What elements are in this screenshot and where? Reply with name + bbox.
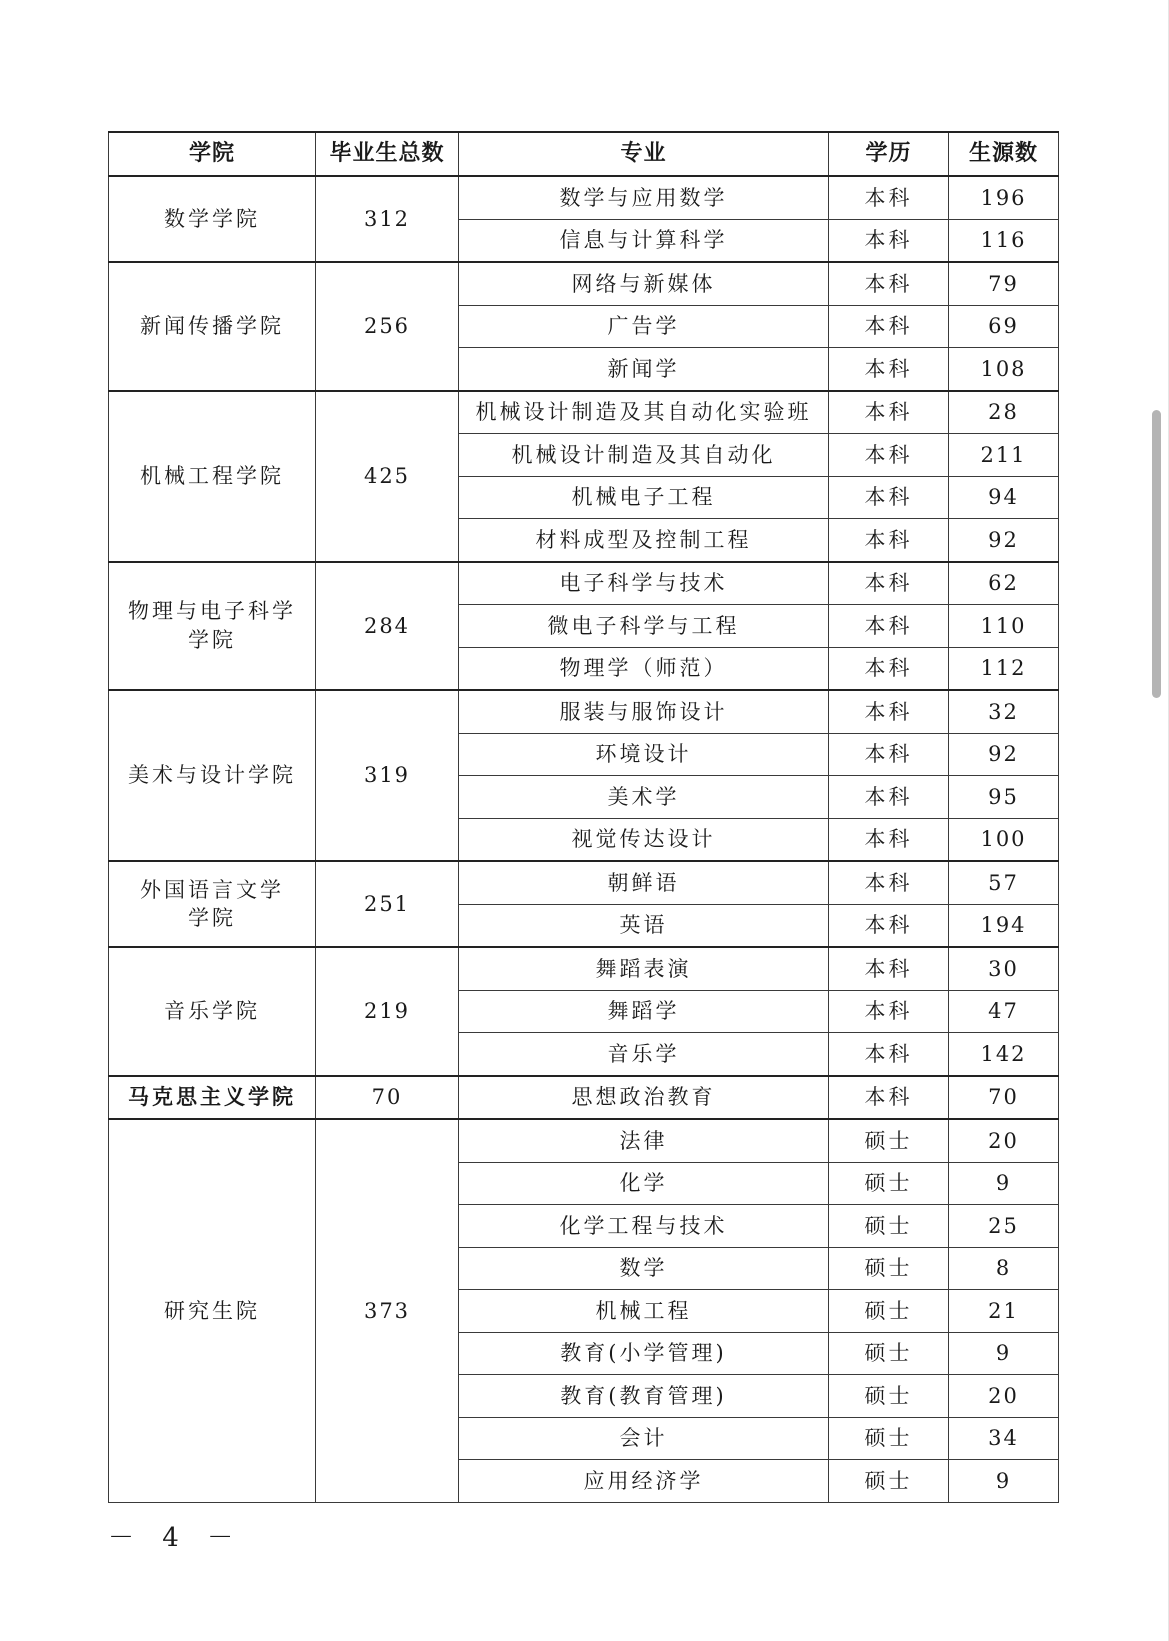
total-cell: 373 <box>316 1119 459 1502</box>
count-cell: 142 <box>949 1033 1059 1076</box>
count-cell: 116 <box>949 219 1059 262</box>
count-cell: 20 <box>949 1119 1059 1162</box>
major-cell: 材料成型及控制工程 <box>459 519 829 562</box>
total-cell: 70 <box>316 1076 459 1120</box>
count-cell: 92 <box>949 519 1059 562</box>
count-cell: 28 <box>949 391 1059 434</box>
college-cell-line: 学院 <box>188 906 236 930</box>
college-cell: 音乐学院 <box>109 947 316 1076</box>
college-cell: 马克思主义学院 <box>109 1076 316 1120</box>
degree-cell: 本科 <box>829 818 949 861</box>
degree-cell: 本科 <box>829 176 949 219</box>
count-cell: 9 <box>949 1332 1059 1375</box>
major-cell: 会计 <box>459 1417 829 1460</box>
table-body <box>109 176 1059 1502</box>
major-cell: 视觉传达设计 <box>459 818 829 861</box>
college-cell: 新闻传播学院 <box>109 262 316 391</box>
degree-cell: 本科 <box>829 647 949 690</box>
table-row <box>109 176 1059 219</box>
degree-cell: 本科 <box>829 1076 949 1120</box>
degree-cell: 本科 <box>829 947 949 990</box>
count-cell: 194 <box>949 904 1059 947</box>
degree-cell: 本科 <box>829 690 949 733</box>
count-cell: 108 <box>949 348 1059 391</box>
major-cell: 舞蹈表演 <box>459 947 829 990</box>
major-cell: 舞蹈学 <box>459 990 829 1033</box>
college-cell <box>109 861 316 947</box>
college-cell: 数学学院 <box>109 176 316 262</box>
degree-cell: 硕士 <box>829 1205 949 1248</box>
count-cell: 110 <box>949 605 1059 648</box>
count-cell: 95 <box>949 776 1059 819</box>
graduates-table <box>108 131 1059 1503</box>
count-cell: 70 <box>949 1076 1059 1120</box>
total-cell: 256 <box>316 262 459 391</box>
header-count: 生源数 <box>949 132 1059 176</box>
count-cell: 25 <box>949 1205 1059 1248</box>
major-cell: 应用经济学 <box>459 1460 829 1503</box>
total-cell: 251 <box>316 861 459 947</box>
degree-cell: 本科 <box>829 348 949 391</box>
count-cell: 69 <box>949 305 1059 348</box>
count-cell: 8 <box>949 1247 1059 1290</box>
major-cell: 环境设计 <box>459 733 829 776</box>
college-cell-line: 学院 <box>188 627 236 652</box>
table-row <box>109 861 1059 904</box>
scrollbar-thumb[interactable] <box>1152 410 1161 698</box>
degree-cell: 本科 <box>829 391 949 434</box>
degree-cell: 硕士 <box>829 1119 949 1162</box>
table-row <box>109 690 1059 733</box>
major-cell: 机械工程 <box>459 1290 829 1333</box>
count-cell: 20 <box>949 1375 1059 1418</box>
count-cell: 100 <box>949 818 1059 861</box>
college-cell-line: 物理与电子科学 <box>128 599 296 624</box>
degree-cell: 本科 <box>829 861 949 904</box>
table-row <box>109 391 1059 434</box>
header-degree: 学历 <box>829 132 949 176</box>
degree-cell: 硕士 <box>829 1375 949 1418</box>
total-cell: 284 <box>316 562 459 691</box>
degree-cell: 硕士 <box>829 1247 949 1290</box>
degree-cell: 本科 <box>829 733 949 776</box>
count-cell: 94 <box>949 476 1059 519</box>
table-header-row <box>109 132 1059 176</box>
major-cell: 数学与应用数学 <box>459 176 829 219</box>
degree-cell: 本科 <box>829 434 949 477</box>
major-cell: 机械设计制造及其自动化实验班 <box>459 391 829 434</box>
major-cell: 服装与服饰设计 <box>459 690 829 733</box>
count-cell: 47 <box>949 990 1059 1033</box>
degree-cell: 本科 <box>829 776 949 819</box>
major-cell: 信息与计算科学 <box>459 219 829 262</box>
degree-cell: 本科 <box>829 476 949 519</box>
count-cell: 32 <box>949 690 1059 733</box>
major-cell: 法律 <box>459 1119 829 1162</box>
page-number: － 4 － <box>108 1523 244 1553</box>
count-cell: 9 <box>949 1460 1059 1503</box>
degree-cell: 硕士 <box>829 1417 949 1460</box>
major-cell: 化学工程与技术 <box>459 1205 829 1248</box>
degree-cell: 本科 <box>829 262 949 305</box>
header-major: 专业 <box>459 132 829 176</box>
college-cell: 机械工程学院 <box>109 391 316 562</box>
major-cell: 微电子科学与工程 <box>459 605 829 648</box>
degree-cell: 本科 <box>829 219 949 262</box>
major-cell: 机械设计制造及其自动化 <box>459 434 829 477</box>
count-cell: 30 <box>949 947 1059 990</box>
count-cell: 57 <box>949 861 1059 904</box>
table-row <box>109 1076 1059 1120</box>
count-cell: 112 <box>949 647 1059 690</box>
total-cell: 425 <box>316 391 459 562</box>
count-cell: 79 <box>949 262 1059 305</box>
count-cell: 9 <box>949 1162 1059 1205</box>
major-cell: 物理学（师范） <box>459 647 829 690</box>
college-cell: 研究生院 <box>109 1119 316 1502</box>
major-cell: 音乐学 <box>459 1033 829 1076</box>
count-cell: 211 <box>949 434 1059 477</box>
degree-cell: 硕士 <box>829 1460 949 1503</box>
count-cell: 34 <box>949 1417 1059 1460</box>
degree-cell: 本科 <box>829 605 949 648</box>
degree-cell: 硕士 <box>829 1162 949 1205</box>
major-cell: 美术学 <box>459 776 829 819</box>
header-total: 毕业生总数 <box>316 132 459 176</box>
degree-cell: 硕士 <box>829 1332 949 1375</box>
major-cell: 思想政治教育 <box>459 1076 829 1120</box>
major-cell: 新闻学 <box>459 348 829 391</box>
table-row <box>109 262 1059 305</box>
degree-cell: 本科 <box>829 990 949 1033</box>
major-cell: 教育(小学管理) <box>459 1332 829 1375</box>
table-row <box>109 1119 1059 1162</box>
count-cell: 62 <box>949 562 1059 605</box>
college-cell-line: 外国语言文学 <box>140 877 284 902</box>
degree-cell: 本科 <box>829 904 949 947</box>
major-cell: 机械电子工程 <box>459 476 829 519</box>
major-cell: 广告学 <box>459 305 829 348</box>
degree-cell: 本科 <box>829 1033 949 1076</box>
count-cell: 92 <box>949 733 1059 776</box>
total-cell: 312 <box>316 176 459 262</box>
degree-cell: 本科 <box>829 305 949 348</box>
table-row <box>109 947 1059 990</box>
header-college: 学院 <box>109 132 316 176</box>
major-cell: 教育(教育管理) <box>459 1375 829 1418</box>
degree-cell: 本科 <box>829 562 949 605</box>
count-cell: 196 <box>949 176 1059 219</box>
college-cell: 美术与设计学院 <box>109 690 316 861</box>
total-cell: 219 <box>316 947 459 1076</box>
count-cell: 21 <box>949 1290 1059 1333</box>
degree-cell: 硕士 <box>829 1290 949 1333</box>
table-row <box>109 562 1059 605</box>
college-cell <box>109 562 316 691</box>
major-cell: 朝鲜语 <box>459 861 829 904</box>
major-cell: 英语 <box>459 904 829 947</box>
major-cell: 化学 <box>459 1162 829 1205</box>
total-cell: 319 <box>316 690 459 861</box>
major-cell: 数学 <box>459 1247 829 1290</box>
major-cell: 电子科学与技术 <box>459 562 829 605</box>
major-cell: 网络与新媒体 <box>459 262 829 305</box>
degree-cell: 本科 <box>829 519 949 562</box>
